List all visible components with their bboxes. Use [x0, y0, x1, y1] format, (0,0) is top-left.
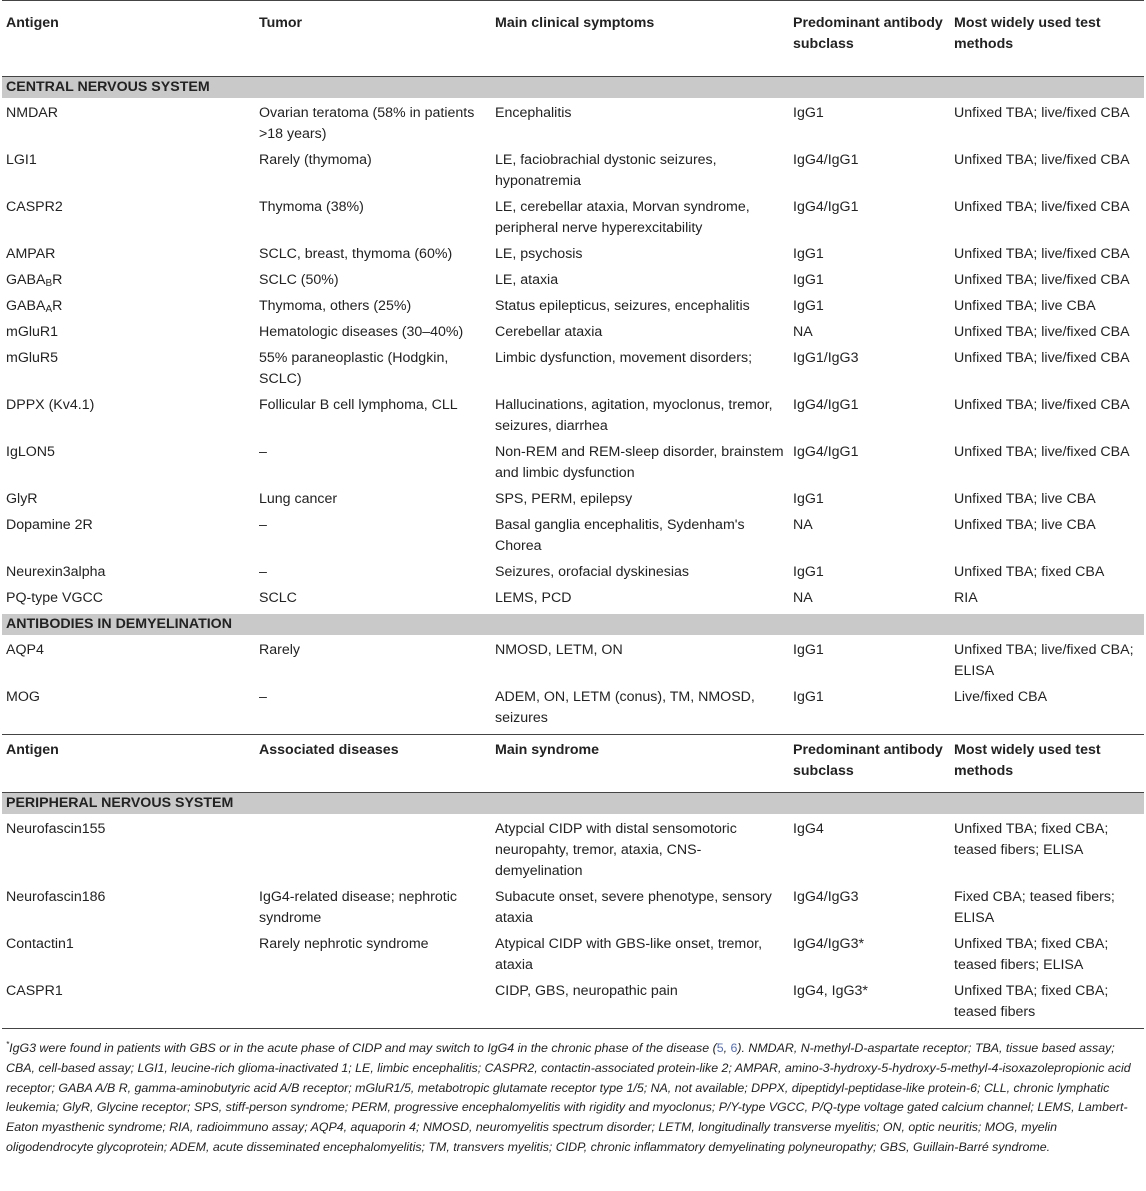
- symptoms-cell: Cerebellar ataxia: [495, 324, 603, 340]
- subclass-cell: NA: [793, 590, 813, 606]
- column-header: Main syndrome: [491, 735, 789, 793]
- antigen-cell: CASPR1: [6, 983, 63, 999]
- column-header: Antigen: [2, 735, 255, 793]
- tumor-cell: Thymoma (38%): [259, 199, 364, 215]
- methods-cell: Unfixed TBA; live/fixed CBA: [954, 350, 1130, 366]
- antigen-cell: Neurofascin155: [6, 821, 106, 837]
- table-row: [2, 317, 1144, 343]
- symptoms-cell: SPS, PERM, epilepsy: [495, 491, 633, 507]
- table-row: [2, 976, 1144, 1029]
- antigen-cell: Dopamine 2R: [6, 517, 93, 533]
- section-title: CENTRAL NERVOUS SYSTEM: [2, 77, 1144, 99]
- antigen-cell: Contactin1: [6, 936, 74, 952]
- tumor-cell: SCLC, breast, thymoma (60%): [259, 246, 453, 262]
- tumor-cell: –: [259, 517, 267, 533]
- methods-cell: Unfixed TBA; live CBA: [954, 298, 1096, 314]
- symptoms-cell: Hallucinations, agitation, myoclonus, tremor, seizures, diarrhea: [495, 397, 773, 434]
- symptoms-cell: Limbic dysfunction, movement disorders;: [495, 350, 753, 366]
- symptoms-cell: Seizures, orofacial dyskinesias: [495, 564, 689, 580]
- antigen-cell: PQ-type VGCC: [6, 590, 103, 606]
- antigen-cell: [2, 291, 255, 317]
- tumor-cell: [255, 814, 491, 882]
- tumor-cell: Ovarian teratoma (58% in patients >18 years): [259, 105, 475, 142]
- section-header-row: [2, 793, 1144, 815]
- tumor-cell: –: [259, 444, 267, 460]
- footnote-ref-5[interactable]: 5: [716, 1041, 724, 1055]
- footnote-sep: ,: [723, 1041, 731, 1055]
- symptoms-cell: LE, cerebellar ataxia, Morvan syndrome, peripheral nerve hyperexcitability: [495, 199, 750, 236]
- antibody-table: [2, 0, 1144, 1029]
- antigen-name-part: R: [52, 298, 63, 314]
- methods-cell: Unfixed TBA; live CBA: [954, 491, 1096, 507]
- methods-cell: Unfixed TBA; live/fixed CBA: [954, 272, 1130, 288]
- tumor-cell: Rarely nephrotic syndrome: [259, 936, 429, 952]
- methods-cell: Unfixed TBA; fixed CBA; teased fibers; ELISA: [954, 821, 1109, 858]
- footnote-text-2: ). NMDAR, N-methyl-D-aspartate receptor; TBA, tissue based assay; CBA, cell-based assay; LGI1, leucine-rich glioma-inactivated 1; LE, limbic encephalitis; CASPR2, contactin-associated protein-like 2; AMPAR, amino-3-hydroxy-5-hydroxy-5-methyl-4-isoxazolepropionic acid receptor; GABA A/B R, gamma-aminobutyric acid A/B receptor; mGluR1/5, metabotropic glutamate receptor type 1/5; NA, not available; DPPX, dipeptidyl-peptidase-like protein-6; CLL, chronic lymphatic leukemia; GlyR, Glycine receptor; SPS, stiff-person syndrome; PERM, progressive encephalomyelitis with rigidity and myoclonus; P/Y-type VGCC, P/Q-type voltage gated calcium channel; LEMS, Lambert-Eaton myasthenic syndrome; RIA, radioimmuno assay; AQP4, aquaporin 4; NMOSD, neuromyelitis spectrum disorder; LETM, longitudinally transverse myelitis; ON, optic neuritis; MOG, myelin oligodendrocyte glycoprotein; ADEM, acute disseminated encephalomyelitis; TM, transvers myelitis; CIDP, chronic inflammatory demyelinating polyneuropathy; GBS, Guillain-Barré syndrome.: [6, 1041, 1131, 1154]
- table-row: [2, 882, 1144, 929]
- tumor-cell: Follicular B cell lymphoma, CLL: [259, 397, 458, 413]
- symptoms-cell: ADEM, ON, LETM (conus), TM, NMOSD, seizures: [495, 689, 755, 726]
- subclass-cell: IgG1: [793, 689, 824, 705]
- tumor-cell: Lung cancer: [259, 491, 338, 507]
- subclass-cell: IgG4/IgG1: [793, 199, 859, 215]
- subclass-cell: IgG1: [793, 491, 824, 507]
- column-header: Predominant antibody subclass: [789, 1, 950, 67]
- table-row: [2, 98, 1144, 145]
- subclass-cell: IgG4/IgG1: [793, 444, 859, 460]
- subclass-cell: IgG1: [793, 564, 824, 580]
- methods-cell: Unfixed TBA; live/fixed CBA: [954, 246, 1130, 262]
- symptoms-cell: Status epilepticus, seizures, encephalitis: [495, 298, 750, 314]
- antigen-subscript: A: [45, 304, 53, 315]
- symptoms-cell: Non-REM and REM-sleep disorder, brainstem and limbic dysfunction: [495, 444, 784, 481]
- table-row: [2, 814, 1144, 882]
- table-row: [2, 929, 1144, 976]
- antigen-name-part: GABA: [6, 298, 46, 314]
- subclass-cell: IgG1: [793, 272, 824, 288]
- table-row: [2, 390, 1144, 437]
- table-row: [2, 291, 1144, 317]
- subclass-cell: IgG4/IgG1: [793, 152, 859, 168]
- tumor-cell: SCLC (50%): [259, 272, 339, 288]
- methods-cell: Unfixed TBA; live CBA: [954, 517, 1096, 533]
- section-title: PERIPHERAL NERVOUS SYSTEM: [2, 793, 1144, 815]
- subclass-cell: IgG1: [793, 642, 824, 658]
- table-row: [2, 239, 1144, 265]
- footnote: [2, 1029, 1144, 1158]
- tumor-cell: [255, 976, 491, 1029]
- methods-cell: Unfixed TBA; fixed CBA; teased fibers: [954, 983, 1109, 1020]
- table-row: [2, 682, 1144, 735]
- tumor-cell: SCLC: [259, 590, 297, 606]
- antigen-subscript: B: [45, 278, 53, 289]
- column-header: Associated diseases: [255, 735, 491, 793]
- subclass-cell: IgG4/IgG3: [793, 889, 859, 905]
- table-row: [2, 635, 1144, 682]
- tumor-cell: IgG4-related disease; nephrotic syndrome: [259, 889, 457, 926]
- methods-cell: Fixed CBA; teased fibers; ELISA: [954, 889, 1115, 926]
- table-row: [2, 192, 1144, 239]
- antigen-cell: DPPX (Kv4.1): [6, 397, 95, 413]
- tumor-cell: Rarely: [259, 642, 300, 658]
- spacer-cell: [2, 66, 1144, 77]
- column-header: Antigen: [2, 1, 255, 67]
- section-header-row: [2, 614, 1144, 635]
- methods-cell: Unfixed TBA; live/fixed CBA: [954, 152, 1130, 168]
- methods-cell: Unfixed TBA; fixed CBA; teased fibers; ELISA: [954, 936, 1109, 973]
- symptoms-cell: Atypcial CIDP with distal sensomotoric neuropahty, tremor, ataxia, CNS-demyelination: [495, 821, 737, 879]
- symptoms-cell: LE, psychosis: [495, 246, 583, 262]
- section-title: ANTIBODIES IN DEMYELINATION: [2, 614, 1144, 635]
- table-row: [2, 557, 1144, 583]
- symptoms-cell: Encephalitis: [495, 105, 572, 121]
- footnote-text-1: IgG3 were found in patients with GBS or in the acute phase of CIDP and may switch to IgG4 in the chronic phase of the disease (: [9, 1041, 717, 1055]
- symptoms-cell: Atypical CIDP with GBS-like onset, tremor, ataxia: [495, 936, 763, 973]
- subclass-cell: NA: [793, 324, 813, 340]
- methods-cell: Unfixed TBA; live/fixed CBA: [954, 397, 1130, 413]
- antigen-cell: MOG: [6, 689, 40, 705]
- antigen-cell: mGluR1: [6, 324, 59, 340]
- subclass-cell: IgG1/IgG3: [793, 350, 859, 366]
- column-header: Tumor: [255, 1, 491, 67]
- tumor-cell: Hematologic diseases (30–40%): [259, 324, 464, 340]
- antigen-cell: mGluR5: [6, 350, 59, 366]
- table-body: [2, 1, 1144, 1030]
- tumor-cell: 55% paraneoplastic (Hodgkin, SCLC): [259, 350, 449, 387]
- antigen-cell: Neurofascin186: [6, 889, 106, 905]
- antigen-name-part: R: [52, 272, 63, 288]
- tumor-cell: Thymoma, others (25%): [259, 298, 412, 314]
- methods-cell: Unfixed TBA; live/fixed CBA: [954, 444, 1130, 460]
- subclass-cell: IgG1: [793, 298, 824, 314]
- subclass-cell: IgG1: [793, 105, 824, 121]
- antigen-cell: NMDAR: [6, 105, 59, 121]
- subclass-cell: IgG4/IgG3*: [793, 936, 864, 952]
- subclass-cell: IgG4, IgG3*: [793, 983, 868, 999]
- table-row: [2, 265, 1144, 291]
- methods-cell: Live/fixed CBA: [954, 689, 1048, 705]
- table-row: [2, 510, 1144, 557]
- table-row: [2, 343, 1144, 390]
- antigen-cell: IgLON5: [6, 444, 55, 460]
- table-row: [2, 583, 1144, 614]
- table-row: [2, 437, 1144, 484]
- tumor-cell: –: [259, 564, 267, 580]
- spacer-row: [2, 66, 1144, 77]
- antigen-cell: LGI1: [6, 152, 37, 168]
- methods-cell: Unfixed TBA; fixed CBA: [954, 564, 1105, 580]
- table-row: [2, 145, 1144, 192]
- column-header: Most widely used test methods: [950, 1, 1144, 67]
- antigen-cell: AMPAR: [6, 246, 56, 262]
- footnote-ref-6[interactable]: 6: [730, 1041, 738, 1055]
- methods-cell: RIA: [954, 590, 978, 606]
- symptoms-cell: Subacute onset, severe phenotype, sensory ataxia: [495, 889, 772, 926]
- antigen-cell: [2, 265, 255, 291]
- antigen-name-part: GABA: [6, 272, 46, 288]
- methods-cell: Unfixed TBA; live/fixed CBA: [954, 324, 1130, 340]
- section-header-row: [2, 77, 1144, 99]
- subclass-cell: IgG1: [793, 246, 824, 262]
- symptoms-cell: LEMS, PCD: [495, 590, 572, 606]
- antigen-cell: Neurexin3alpha: [6, 564, 106, 580]
- symptoms-cell: LE, faciobrachial dystonic seizures, hyponatremia: [495, 152, 717, 189]
- column-header: Most widely used test methods: [950, 735, 1144, 793]
- methods-cell: Unfixed TBA; live/fixed CBA: [954, 105, 1130, 121]
- symptoms-cell: CIDP, GBS, neuropathic pain: [495, 983, 678, 999]
- antigen-cell: GlyR: [6, 491, 38, 507]
- footnote-mark: *: [6, 1039, 10, 1049]
- symptoms-cell: NMOSD, LETM, ON: [495, 642, 623, 658]
- column-header: Predominant antibody subclass: [789, 735, 950, 793]
- symptoms-cell: Basal ganglia encephalitis, Sydenham's Chorea: [495, 517, 745, 554]
- table-header-row: [2, 1, 1144, 67]
- tumor-cell: –: [259, 689, 267, 705]
- methods-cell: Unfixed TBA; live/fixed CBA; ELISA: [954, 642, 1134, 679]
- table-header-row: [2, 735, 1144, 793]
- antigen-cell: AQP4: [6, 642, 44, 658]
- table-row: [2, 484, 1144, 510]
- methods-cell: Unfixed TBA; live/fixed CBA: [954, 199, 1130, 215]
- subclass-cell: NA: [793, 517, 813, 533]
- subclass-cell: IgG4/IgG1: [793, 397, 859, 413]
- symptoms-cell: LE, ataxia: [495, 272, 559, 288]
- column-header: Main clinical symptoms: [491, 1, 789, 67]
- antigen-cell: CASPR2: [6, 199, 63, 215]
- tumor-cell: Rarely (thymoma): [259, 152, 372, 168]
- subclass-cell: IgG4: [793, 821, 824, 837]
